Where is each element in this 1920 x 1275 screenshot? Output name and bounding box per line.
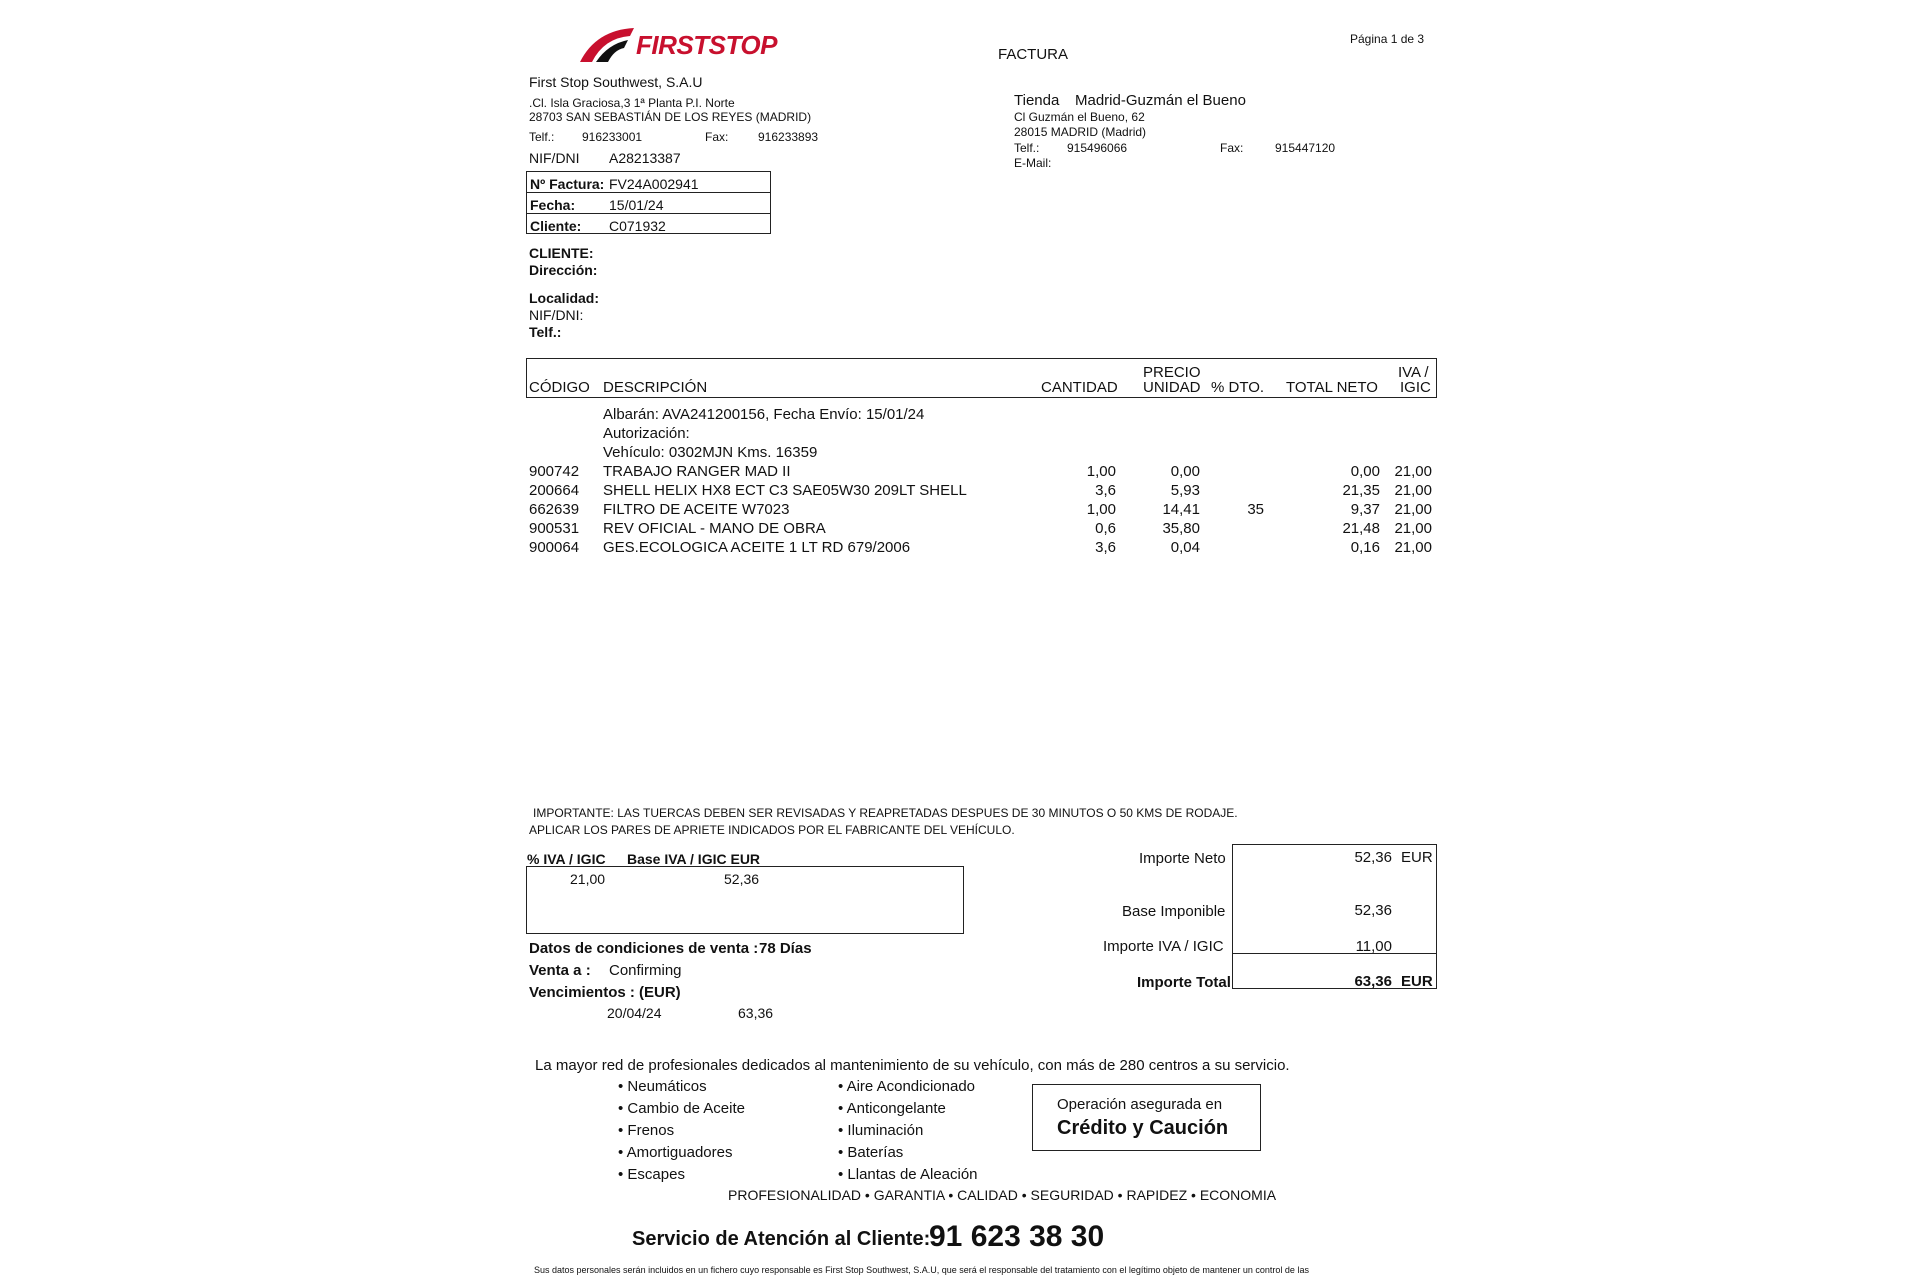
- logo-swoosh-icon: [578, 26, 638, 64]
- tax-base-value: 52,36: [724, 871, 760, 887]
- header-iva-top: IVA /: [1398, 364, 1429, 381]
- sale-venta-value: Confirming: [609, 962, 682, 979]
- company-address1: .Cl. Isla Graciosa,3 1ª Planta P.I. Norte: [529, 96, 735, 110]
- delivery-note-line: Albarán: AVA241200156, Fecha Envío: 15/01/24: [603, 406, 925, 423]
- store-label: Tienda: [1014, 92, 1060, 109]
- invoice-date: 15/01/24: [609, 197, 664, 213]
- company-fax: 916233893: [758, 130, 819, 144]
- company-address2: 28703 SAN SEBASTIÁN DE LOS REYES (MADRID): [529, 110, 812, 124]
- customer-nif-label: NIF/DNI:: [529, 307, 584, 323]
- customer-service-phone: 91 623 38 30: [929, 1220, 1105, 1253]
- company-name: First Stop Southwest, S.A.U: [529, 74, 703, 90]
- importe-total-currency: EUR: [1401, 973, 1433, 990]
- row-qty: 3,6: [1095, 482, 1116, 499]
- header-precio-bottom: UNIDAD: [1143, 379, 1201, 396]
- header-cantidad: CANTIDAD: [1041, 379, 1118, 396]
- invoice-number-label: Nº Factura:: [530, 176, 605, 192]
- list-item: • Iluminación: [838, 1122, 924, 1139]
- company-tel: 916233001: [582, 130, 643, 144]
- importe-total-label: Importe Total: [1137, 974, 1231, 991]
- importe-neto-value: 52,36: [1354, 849, 1392, 866]
- row-desc: GES.ECOLOGICA ACEITE 1 LT RD 679/2006: [603, 539, 911, 556]
- vehicle-line: Vehículo: 0302MJN Kms. 16359: [603, 444, 818, 461]
- header-descripcion: DESCRIPCIÓN: [603, 379, 708, 396]
- sale-venta-label: Venta a :: [529, 962, 591, 979]
- list-item: • Neumáticos: [618, 1078, 707, 1095]
- row-price: 5,93: [1170, 482, 1200, 499]
- list-item: • Cambio de Aceite: [618, 1100, 745, 1117]
- row-code: 900064: [529, 539, 580, 556]
- base-imponible-value: 52,36: [1354, 902, 1392, 919]
- legal-notice: Sus datos personales serán incluidos en un fichero cuyo responsable es First Stop Southwest, S.A.U, que será el responsable del tratamiento con el legítimo objeto de mantener un control de las: [534, 1265, 1309, 1275]
- document-title: FACTURA: [998, 46, 1069, 63]
- row-dto: 35: [1247, 501, 1264, 518]
- insurance-line2: Crédito y Caución: [1057, 1117, 1229, 1139]
- sale-venc-amount: 63,36: [738, 1005, 774, 1021]
- row-iva: 21,00: [1394, 501, 1432, 518]
- promo-values: PROFESIONALIDAD • GARANTIA • CALIDAD • SEGURIDAD • RAPIDEZ • ECONOMIA: [728, 1187, 1277, 1203]
- row-qty: 1,00: [1086, 463, 1116, 480]
- insurance-line1: Operación asegurada en: [1057, 1096, 1223, 1113]
- row-desc: FILTRO DE ACEITE W7023: [603, 501, 790, 518]
- header-codigo: CÓDIGO: [529, 379, 590, 396]
- row-total: 21,35: [1342, 482, 1380, 499]
- list-item: • Escapes: [618, 1166, 685, 1183]
- row-iva: 21,00: [1394, 539, 1432, 556]
- list-item: • Aire Acondicionado: [838, 1078, 976, 1095]
- logo: [578, 24, 788, 64]
- store-address2: 28015 MADRID (Madrid): [1014, 125, 1147, 139]
- row-desc: SHELL HELIX HX8 ECT C3 SAE05W30 209LT SHELL: [603, 482, 967, 499]
- page-number: Página 1 de 3: [1350, 32, 1425, 46]
- row-total: 21,48: [1342, 520, 1380, 537]
- authorization-line: Autorización:: [603, 425, 690, 442]
- company-tel-label: Telf.:: [529, 130, 555, 144]
- company-nif: A28213387: [609, 150, 681, 166]
- row-code: 900531: [529, 520, 580, 537]
- row-iva: 21,00: [1394, 482, 1432, 499]
- store-address1: Cl Guzmán el Bueno, 62: [1014, 110, 1145, 124]
- customer-telf-label: Telf.:: [529, 324, 562, 340]
- tax-pct-label: % IVA / IGIC: [527, 851, 606, 867]
- sale-venc-currency: (EUR): [639, 984, 681, 1001]
- customer-cliente-label: CLIENTE:: [529, 245, 594, 261]
- importe-total-value: 63,36: [1354, 973, 1392, 990]
- row-qty: 3,6: [1095, 539, 1116, 556]
- store-email-label: E-Mail:: [1014, 156, 1052, 170]
- row-price: 14,41: [1162, 501, 1200, 518]
- logo-text: FIRSTSTOP: [636, 30, 777, 60]
- company-nif-label: NIF/DNI: [529, 150, 580, 166]
- invoice-date-label: Fecha:: [530, 197, 576, 213]
- row-iva: 21,00: [1394, 520, 1432, 537]
- row-desc: REV OFICIAL - MANO DE OBRA: [603, 520, 826, 537]
- row-total: 0,16: [1350, 539, 1380, 556]
- importe-iva-label: Importe IVA / IGIC: [1103, 938, 1224, 955]
- tax-pct-value: 21,00: [570, 871, 606, 887]
- list-item: • Llantas de Aleación: [838, 1166, 978, 1183]
- invoice-client-label: Cliente:: [530, 218, 582, 234]
- invoice-number: FV24A002941: [609, 176, 699, 192]
- row-desc: TRABAJO RANGER MAD II: [603, 463, 791, 480]
- importe-iva-value: 11,00: [1355, 938, 1392, 955]
- header-iva-bottom: IGIC: [1400, 379, 1431, 396]
- tax-base-label: Base IVA / IGIC EUR: [627, 851, 761, 867]
- customer-localidad-label: Localidad:: [529, 290, 600, 306]
- header-dto: % DTO.: [1211, 379, 1265, 396]
- list-item: • Baterías: [838, 1144, 904, 1161]
- row-price: 0,04: [1170, 539, 1200, 556]
- important-notice-line2: APLICAR LOS PARES DE APRIETE INDICADOS POR EL FABRICANTE DEL VEHÍCULO.: [529, 823, 1015, 837]
- importe-neto-currency: EUR: [1401, 849, 1433, 866]
- row-code: 900742: [529, 463, 580, 480]
- store-fax: 915447120: [1275, 141, 1336, 155]
- sale-venc-date: 20/04/24: [607, 1005, 662, 1021]
- row-code: 200664: [529, 482, 580, 499]
- customer-direccion-label: Dirección:: [529, 262, 598, 278]
- customer-service-label: Servicio de Atención al Cliente:: [632, 1228, 931, 1250]
- sale-venc-label: Vencimientos :: [529, 984, 635, 1001]
- row-iva: 21,00: [1394, 463, 1432, 480]
- header-total: TOTAL NETO: [1286, 379, 1378, 396]
- promo-headline: La mayor red de profesionales dedicados al mantenimiento de su vehículo, con más de 280 centros a su servicio.: [535, 1057, 1290, 1074]
- list-item: • Frenos: [618, 1122, 675, 1139]
- store-fax-label: Fax:: [1220, 141, 1244, 155]
- row-qty: 0,6: [1095, 520, 1116, 537]
- company-fax-label: Fax:: [705, 130, 729, 144]
- row-price: 0,00: [1170, 463, 1200, 480]
- row-qty: 1,00: [1086, 501, 1116, 518]
- header-precio-top: PRECIO: [1143, 364, 1201, 381]
- list-item: • Amortiguadores: [618, 1144, 733, 1161]
- important-notice-line1: IMPORTANTE: LAS TUERCAS DEBEN SER REVISADAS Y REAPRETADAS DESPUES DE 30 MINUTOS O 50 KMS DE RODAJE.: [533, 806, 1238, 820]
- base-imponible-label: Base Imponible: [1122, 903, 1226, 920]
- sale-conditions-value: 78 Días: [759, 940, 812, 957]
- importe-neto-label: Importe Neto: [1139, 850, 1226, 867]
- row-price: 35,80: [1162, 520, 1200, 537]
- invoice-client: C071932: [609, 218, 666, 234]
- row-total: 9,37: [1350, 501, 1380, 518]
- row-code: 662639: [529, 501, 580, 518]
- store-tel-label: Telf.:: [1014, 141, 1040, 155]
- row-total: 0,00: [1350, 463, 1380, 480]
- list-item: • Anticongelante: [838, 1100, 946, 1117]
- sale-conditions-label: Datos de condiciones de venta :: [529, 940, 759, 957]
- store-name: Madrid-Guzmán el Bueno: [1075, 92, 1246, 109]
- store-tel: 915496066: [1067, 141, 1128, 155]
